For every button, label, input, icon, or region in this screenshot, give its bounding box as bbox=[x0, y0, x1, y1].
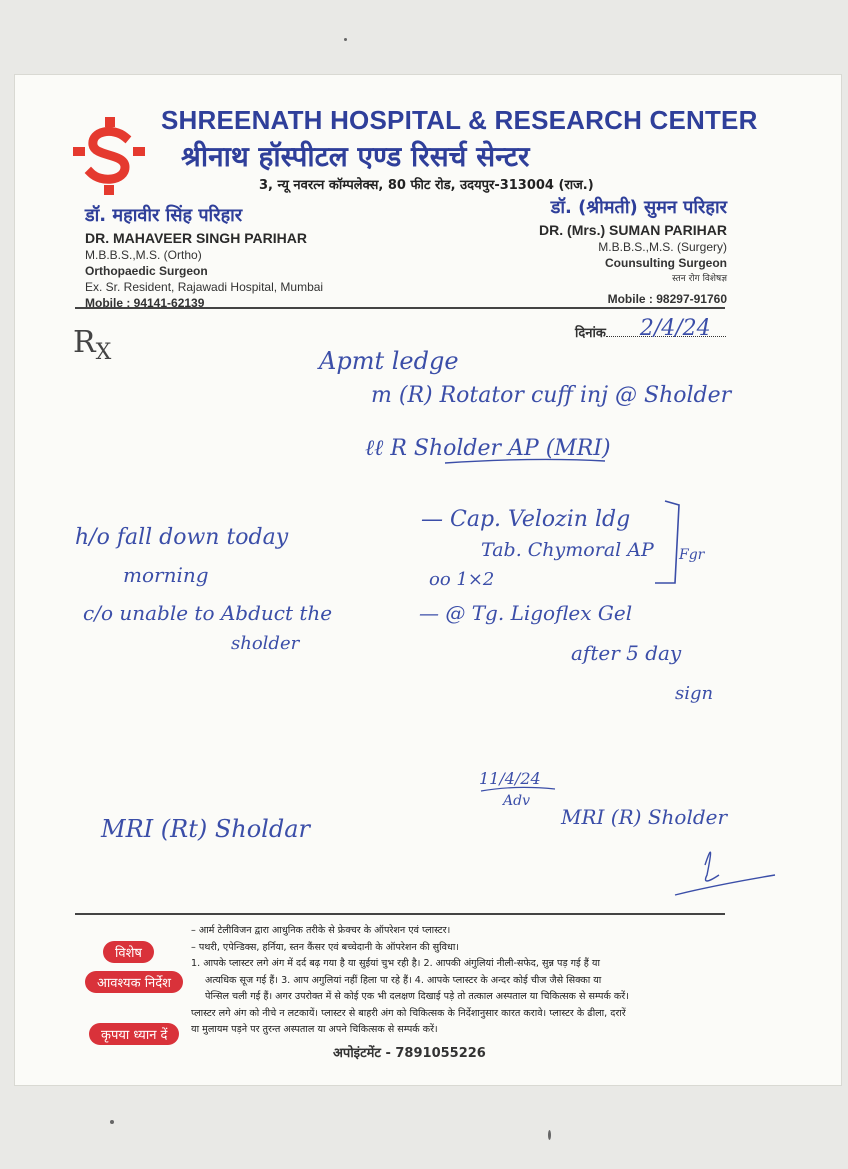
hospital-address: 3, न्यू नवरत्न कॉम्पलेक्स, 80 फीट रोड, उदयपुर-313004 (राज.) bbox=[259, 178, 594, 193]
footer-line: या मुलायम पड़ने पर तुरन्त अस्पताल या अपने चिकित्सक से सम्पर्क करें। bbox=[191, 1024, 438, 1035]
doctor-left-degree: M.B.B.S.,M.S. (Ortho) bbox=[85, 248, 202, 262]
handwriting-line: after 5 day bbox=[571, 641, 682, 665]
footer-line: प्लास्टर लगे अंग को नीचे न लटकायें। प्लास्टर से बाहरी अंग को चिकित्सक के निर्देशानुसार कारत करावे। प्लास्टर के ढीला, दरारें bbox=[191, 1007, 626, 1019]
rx-symbol-r: R bbox=[73, 325, 96, 360]
footer-line: अत्यधिक सूज गई हैं। 3. आप अगुलियां नहीं हिला पा रहे हैं। 4. आपके प्लास्टर के अन्दर कोई चीज जैसे सिक्का या bbox=[205, 974, 602, 986]
handwriting-line: ℓℓ R Sholder AP (MRI) bbox=[365, 436, 611, 461]
handwriting-line: — @ Tg. Ligoflex Gel bbox=[419, 601, 633, 625]
doctor-right-specialty: Counsulting Surgeon bbox=[605, 256, 727, 270]
handwriting-line: morning bbox=[123, 563, 209, 587]
footer-instructions bbox=[191, 923, 751, 1039]
footer-line: – आर्म टेलीविजन द्वारा आधुनिक तरीके से फ्रेक्चर के ऑपरेशन एवं प्लास्टर। bbox=[191, 925, 451, 936]
doctor-right-mobile: Mobile : 98297-91760 bbox=[607, 292, 727, 306]
handwriting-line: Apmt ledge bbox=[319, 347, 459, 375]
footer-line: – पथरी, एपेन्डिक्स, हर्निया, स्तन कैंसर एवं बच्चेदानी के ऑपरेशन की सुविधा। bbox=[191, 941, 459, 953]
doctor-right-name-hi: डॉ. (श्रीमती) सुमन परिहार bbox=[550, 197, 727, 218]
footer-line: 1. आपके प्लास्टर लगे अंग में दर्द बढ़ गया है या सुईयां चुभ रही है। 2. आपकी अंगुलियां नीली-सफेद, सुन्न पड़ गई हैं या bbox=[191, 958, 600, 969]
doctor-left-name-hi: डॉ. महावीर सिंह परिहार bbox=[85, 205, 243, 226]
scan-speck bbox=[344, 38, 347, 41]
hospital-name-hi: श्रीनाथ हॉस्पीटल एण्ड रिसर्च सेन्टर bbox=[181, 140, 530, 173]
handwriting-line: sign bbox=[675, 683, 714, 704]
doctor-left-experience: Ex. Sr. Resident, Rajawadi Hospital, Mumbai bbox=[85, 280, 324, 294]
handwriting-line: — Cap. Velozin ldg bbox=[421, 507, 631, 532]
appointment-number: अपोइंटमेंट - 7891055226 bbox=[333, 1046, 486, 1061]
date-value: 2/4/24 bbox=[639, 316, 711, 341]
footer-line: पेन्सिल चली गई हैं। अगर उपरोक्त में से कोई एक भी दलक्षण दिखाई पड़े तो तत्काल अस्पताल या चिकित्सक से सम्पर्क करें। bbox=[205, 991, 629, 1002]
scan-speck bbox=[548, 1130, 551, 1140]
handwriting-line: MRI (Rt) Sholdar bbox=[101, 815, 310, 843]
handwriting-line: oo 1×2 bbox=[429, 569, 495, 590]
handwriting-line: Fgr bbox=[679, 547, 705, 563]
footer-badge-instructions: आवश्यक निर्देश bbox=[85, 971, 183, 993]
handwriting-line: m (R) Rotator cuff inj @ Sholder bbox=[371, 383, 732, 408]
handwriting-line: MRI (R) Sholder bbox=[561, 805, 728, 829]
date-label: दिनांक bbox=[575, 326, 606, 341]
doctor-right-name-en: DR. (Mrs.) SUMAN PARIHAR bbox=[539, 222, 727, 238]
handwriting-line: Adv bbox=[503, 793, 530, 809]
hospital-name-en: SHREENATH HOSPITAL & RESEARCH CENTER bbox=[161, 105, 758, 135]
handwriting-line: h/o fall down today bbox=[75, 525, 289, 550]
doctor-right-subspecialty: स्तन रोग विशेषज्ञ bbox=[672, 274, 727, 284]
doctor-left-specialty: Orthopaedic Surgeon bbox=[85, 264, 208, 278]
doctor-left-name-en: DR. MAHAVEER SINGH PARIHAR bbox=[85, 230, 307, 246]
prescription-sheet bbox=[14, 74, 842, 1086]
doctor-left-mobile: Mobile : 94141-62139 bbox=[85, 296, 205, 310]
scan-speck bbox=[110, 1120, 114, 1124]
footer-divider bbox=[75, 913, 725, 915]
rx-symbol-tail: X bbox=[95, 340, 112, 365]
footer-badge-attention: कृपया ध्यान दें bbox=[89, 1023, 179, 1045]
footer-badge-special: विशेष bbox=[103, 941, 154, 963]
doctor-right-degree: M.B.B.S.,M.S. (Surgery) bbox=[598, 240, 727, 254]
handwriting-line: 11/4/24 bbox=[479, 769, 541, 788]
handwriting-line: sholder bbox=[231, 633, 300, 654]
handwriting-line: Tab. Chymoral AP bbox=[481, 539, 654, 561]
handwriting-line: c/o unable to Abduct the bbox=[83, 601, 333, 625]
